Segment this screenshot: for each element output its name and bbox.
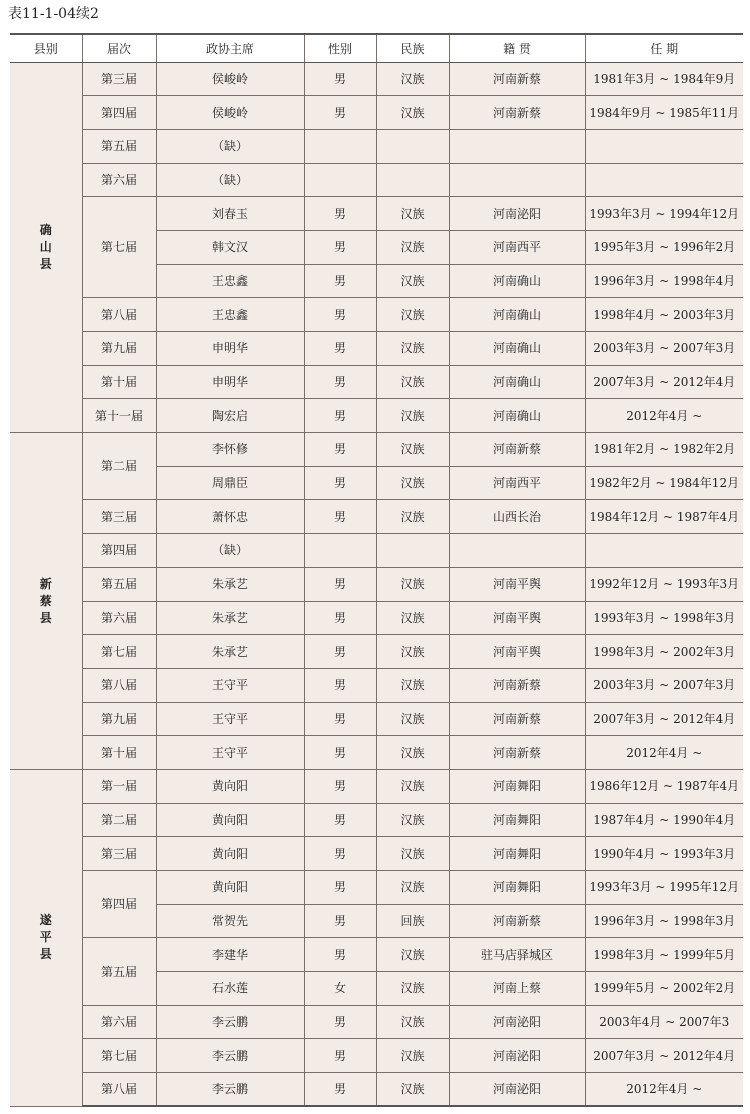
gender-cell: 男 (304, 466, 376, 500)
tenure-cell: 1986年12月 ~ 1987年4月 (585, 769, 743, 803)
origin-cell: 河南新蔡 (449, 62, 585, 96)
tenure-cell (585, 534, 743, 568)
chairman-cell: 周鼎臣 (156, 466, 304, 500)
chairman-cell: 王忠鑫 (156, 264, 304, 298)
ethnicity-cell: 汉族 (376, 567, 449, 601)
header-term: 届次 (82, 34, 156, 62)
table-row (10, 163, 743, 197)
table-row (10, 668, 743, 702)
chairman-cell: 李怀修 (156, 433, 304, 467)
header-chairman: 政协主席 (156, 34, 304, 62)
origin-cell: 河南新蔡 (449, 668, 585, 702)
origin-cell: 山西长治 (449, 500, 585, 534)
chairman-cell: 李建华 (156, 938, 304, 972)
table-row (10, 365, 743, 399)
header-row (10, 34, 743, 62)
gender-cell: 男 (304, 96, 376, 130)
tenure-cell: 1984年9月 ~ 1985年11月 (585, 96, 743, 130)
gender-cell: 男 (304, 433, 376, 467)
tenure-cell: 2007年3月 ~ 2012年4月 (585, 702, 743, 736)
term-cell: 第九届 (82, 332, 156, 366)
header-tenure: 任 期 (585, 34, 743, 62)
ethnicity-cell: 回族 (376, 904, 449, 938)
table-row (10, 567, 743, 601)
origin-cell: 河南舞阳 (449, 769, 585, 803)
chairman-cell: 石水莲 (156, 972, 304, 1006)
chairman-cell: 陶宏启 (156, 399, 304, 433)
table-header (10, 34, 743, 62)
term-cell: 第六届 (82, 601, 156, 635)
gender-cell (304, 534, 376, 568)
tenure-cell (585, 163, 743, 197)
ethnicity-cell: 汉族 (376, 736, 449, 770)
ethnicity-cell: 汉族 (376, 769, 449, 803)
gender-cell: 男 (304, 736, 376, 770)
ethnicity-cell: 汉族 (376, 1005, 449, 1039)
ethnicity-cell: 汉族 (376, 264, 449, 298)
gender-cell: 男 (304, 365, 376, 399)
gender-cell: 男 (304, 837, 376, 871)
chairman-cell: （缺） (156, 163, 304, 197)
table-row (10, 938, 743, 972)
ethnicity-cell: 汉族 (376, 466, 449, 500)
term-cell: 第九届 (82, 702, 156, 736)
origin-cell: 河南新蔡 (449, 96, 585, 130)
term-cell: 第三届 (82, 837, 156, 871)
tenure-cell: 2007年3月 ~ 2012年4月 (585, 1039, 743, 1073)
chairman-cell: 黄向阳 (156, 837, 304, 871)
tenure-cell: 1996年3月 ~ 1998年4月 (585, 264, 743, 298)
table-row (10, 803, 743, 837)
tenure-cell: 1995年3月 ~ 1996年2月 (585, 230, 743, 264)
term-cell: 第八届 (82, 298, 156, 332)
term-cell: 第三届 (82, 62, 156, 96)
term-cell: 第八届 (82, 668, 156, 702)
table-row (10, 1005, 743, 1039)
tenure-cell: 2012年4月 ~ (585, 736, 743, 770)
table-row (10, 635, 743, 669)
origin-cell: 河南泌阳 (449, 1039, 585, 1073)
origin-cell: 河南确山 (449, 399, 585, 433)
tenure-cell: 1993年3月 ~ 1994年12月 (585, 197, 743, 231)
ethnicity-cell: 汉族 (376, 332, 449, 366)
term-cell: 第二届 (82, 433, 156, 500)
origin-cell: 河南确山 (449, 365, 585, 399)
origin-cell: 河南西平 (449, 230, 585, 264)
chairman-cell: 李云鹏 (156, 1073, 304, 1107)
term-cell: 第七届 (82, 635, 156, 669)
tenure-cell: 2003年4月 ~ 2007年3 (585, 1005, 743, 1039)
term-cell: 第三届 (82, 500, 156, 534)
ethnicity-cell (376, 129, 449, 163)
tenure-cell: 1998年3月 ~ 2002年3月 (585, 635, 743, 669)
county-cell: 遂 平 县 (10, 769, 82, 1106)
gender-cell: 男 (304, 500, 376, 534)
origin-cell: 河南泌阳 (449, 1073, 585, 1107)
term-cell: 第二届 (82, 803, 156, 837)
gender-cell: 男 (304, 803, 376, 837)
term-cell: 第七届 (82, 1039, 156, 1073)
ethnicity-cell: 汉族 (376, 1039, 449, 1073)
origin-cell: 河南确山 (449, 298, 585, 332)
table-row (10, 702, 743, 736)
tenure-cell: 2012年4月 ~ (585, 399, 743, 433)
ethnicity-cell: 汉族 (376, 803, 449, 837)
chairman-cell: （缺） (156, 534, 304, 568)
table-row (10, 129, 743, 163)
table-row (10, 837, 743, 871)
ethnicity-cell: 汉族 (376, 96, 449, 130)
origin-cell: 河南舞阳 (449, 837, 585, 871)
gender-cell (304, 129, 376, 163)
tenure-cell: 1996年3月 ~ 1998年3月 (585, 904, 743, 938)
term-cell: 第一届 (82, 769, 156, 803)
chairman-cell: 王守平 (156, 668, 304, 702)
gender-cell: 男 (304, 264, 376, 298)
gender-cell: 男 (304, 62, 376, 96)
header-gender: 性别 (304, 34, 376, 62)
header-ethnicity: 民族 (376, 34, 449, 62)
tenure-cell: 2007年3月 ~ 2012年4月 (585, 365, 743, 399)
table-row (10, 433, 743, 467)
term-cell: 第六届 (82, 163, 156, 197)
origin-cell: 驻马店驿城区 (449, 938, 585, 972)
chairman-cell: 侯峻岭 (156, 96, 304, 130)
chairman-cell: 申明华 (156, 365, 304, 399)
header-origin: 籍 贯 (449, 34, 585, 62)
tenure-cell: 2003年3月 ~ 2007年3月 (585, 668, 743, 702)
county-cell: 确 山 县 (10, 62, 82, 433)
gender-cell: 男 (304, 904, 376, 938)
ethnicity-cell: 汉族 (376, 298, 449, 332)
table-row (10, 399, 743, 433)
tenure-cell: 1987年4月 ~ 1990年4月 (585, 803, 743, 837)
gender-cell: 男 (304, 567, 376, 601)
tenure-cell: 1981年2月 ~ 1982年2月 (585, 433, 743, 467)
origin-cell: 河南新蔡 (449, 904, 585, 938)
chairman-cell: 申明华 (156, 332, 304, 366)
table-row (10, 1039, 743, 1073)
term-cell: 第四届 (82, 96, 156, 130)
chairman-cell: 黄向阳 (156, 871, 304, 905)
tenure-cell: 1992年12月 ~ 1993年3月 (585, 567, 743, 601)
header-county: 县别 (10, 34, 82, 62)
tenure-cell (585, 129, 743, 163)
table-row (10, 736, 743, 770)
origin-cell: 河南平舆 (449, 601, 585, 635)
ethnicity-cell: 汉族 (376, 365, 449, 399)
table-row (10, 197, 743, 231)
tenure-cell: 2012年4月 ~ (585, 1073, 743, 1107)
chairman-cell: 王忠鑫 (156, 298, 304, 332)
tenure-cell: 1990年4月 ~ 1993年3月 (585, 837, 743, 871)
gender-cell: 男 (304, 197, 376, 231)
table-body (10, 62, 743, 1106)
tenure-cell: 2003年3月 ~ 2007年3月 (585, 332, 743, 366)
origin-cell: 河南舞阳 (449, 803, 585, 837)
origin-cell: 河南新蔡 (449, 433, 585, 467)
chairman-cell: 萧怀忠 (156, 500, 304, 534)
term-cell: 第十届 (82, 365, 156, 399)
ethnicity-cell: 汉族 (376, 871, 449, 905)
ethnicity-cell: 汉族 (376, 938, 449, 972)
term-cell: 第十一届 (82, 399, 156, 433)
ethnicity-cell: 汉族 (376, 62, 449, 96)
term-cell: 第六届 (82, 1005, 156, 1039)
chairman-cell: 黄向阳 (156, 803, 304, 837)
ethnicity-cell: 汉族 (376, 601, 449, 635)
ethnicity-cell (376, 163, 449, 197)
ethnicity-cell: 汉族 (376, 668, 449, 702)
tenure-cell: 1998年4月 ~ 2003年3月 (585, 298, 743, 332)
chairman-cell: 李云鹏 (156, 1005, 304, 1039)
term-cell: 第四届 (82, 871, 156, 938)
gender-cell: 男 (304, 769, 376, 803)
tenure-cell: 1981年3月 ~ 1984年9月 (585, 62, 743, 96)
gender-cell: 男 (304, 1073, 376, 1107)
table-row (10, 601, 743, 635)
origin-cell: 河南确山 (449, 332, 585, 366)
ethnicity-cell: 汉族 (376, 500, 449, 534)
chairman-cell: 李云鹏 (156, 1039, 304, 1073)
origin-cell: 河南西平 (449, 466, 585, 500)
chairman-cell: 王守平 (156, 736, 304, 770)
tenure-cell: 1998年3月 ~ 1999年5月 (585, 938, 743, 972)
tenure-cell: 1993年3月 ~ 1998年3月 (585, 601, 743, 635)
origin-cell: 河南上蔡 (449, 972, 585, 1006)
table-row (10, 62, 743, 96)
tenure-cell: 1982年2月 ~ 1984年12月 (585, 466, 743, 500)
table-title: 表11-1-04续2 (8, 6, 99, 22)
tenure-cell: 1999年5月 ~ 2002年2月 (585, 972, 743, 1006)
ethnicity-cell: 汉族 (376, 399, 449, 433)
tenure-cell: 1993年3月 ~ 1995年12月 (585, 871, 743, 905)
ethnicity-cell (376, 534, 449, 568)
term-cell: 第五届 (82, 567, 156, 601)
origin-cell: 河南舞阳 (449, 871, 585, 905)
gender-cell: 男 (304, 230, 376, 264)
table-row (10, 332, 743, 366)
gender-cell: 男 (304, 332, 376, 366)
gender-cell: 男 (304, 1005, 376, 1039)
ethnicity-cell: 汉族 (376, 433, 449, 467)
chairman-cell: 朱承艺 (156, 601, 304, 635)
chairman-cell: （缺） (156, 129, 304, 163)
county-cell: 新 蔡 县 (10, 433, 82, 770)
origin-cell: 河南平舆 (449, 635, 585, 669)
table-row (10, 96, 743, 130)
gender-cell: 男 (304, 298, 376, 332)
chairman-cell: 王守平 (156, 702, 304, 736)
table-row (10, 769, 743, 803)
origin-cell: 河南新蔡 (449, 702, 585, 736)
origin-cell: 河南泌阳 (449, 1005, 585, 1039)
gender-cell (304, 163, 376, 197)
table-row (10, 298, 743, 332)
ethnicity-cell: 汉族 (376, 197, 449, 231)
origin-cell (449, 129, 585, 163)
chairman-cell: 朱承艺 (156, 567, 304, 601)
ethnicity-cell: 汉族 (376, 837, 449, 871)
gender-cell: 男 (304, 601, 376, 635)
table-row (10, 500, 743, 534)
chairman-cell: 常贺先 (156, 904, 304, 938)
gender-cell: 男 (304, 871, 376, 905)
gender-cell: 男 (304, 668, 376, 702)
table-row (10, 1073, 743, 1107)
ethnicity-cell: 汉族 (376, 972, 449, 1006)
chairman-cell: 侯峻岭 (156, 62, 304, 96)
table-row (10, 871, 743, 905)
origin-cell (449, 534, 585, 568)
chairman-table (10, 33, 743, 1107)
term-cell: 第五届 (82, 129, 156, 163)
ethnicity-cell: 汉族 (376, 635, 449, 669)
term-cell: 第十届 (82, 736, 156, 770)
gender-cell: 男 (304, 399, 376, 433)
chairman-cell: 韩文汉 (156, 230, 304, 264)
origin-cell: 河南泌阳 (449, 197, 585, 231)
term-cell: 第八届 (82, 1073, 156, 1107)
gender-cell: 男 (304, 702, 376, 736)
ethnicity-cell: 汉族 (376, 1073, 449, 1107)
origin-cell: 河南确山 (449, 264, 585, 298)
origin-cell: 河南平舆 (449, 567, 585, 601)
chairman-cell: 刘春玉 (156, 197, 304, 231)
origin-cell: 河南新蔡 (449, 736, 585, 770)
gender-cell: 男 (304, 938, 376, 972)
gender-cell: 女 (304, 972, 376, 1006)
ethnicity-cell: 汉族 (376, 230, 449, 264)
table-row (10, 534, 743, 568)
term-cell: 第四届 (82, 534, 156, 568)
gender-cell: 男 (304, 635, 376, 669)
term-cell: 第七届 (82, 197, 156, 298)
chairman-cell: 黄向阳 (156, 769, 304, 803)
term-cell: 第五届 (82, 938, 156, 1005)
gender-cell: 男 (304, 1039, 376, 1073)
ethnicity-cell: 汉族 (376, 702, 449, 736)
chairman-cell: 朱承艺 (156, 635, 304, 669)
tenure-cell: 1984年12月 ~ 1987年4月 (585, 500, 743, 534)
origin-cell (449, 163, 585, 197)
